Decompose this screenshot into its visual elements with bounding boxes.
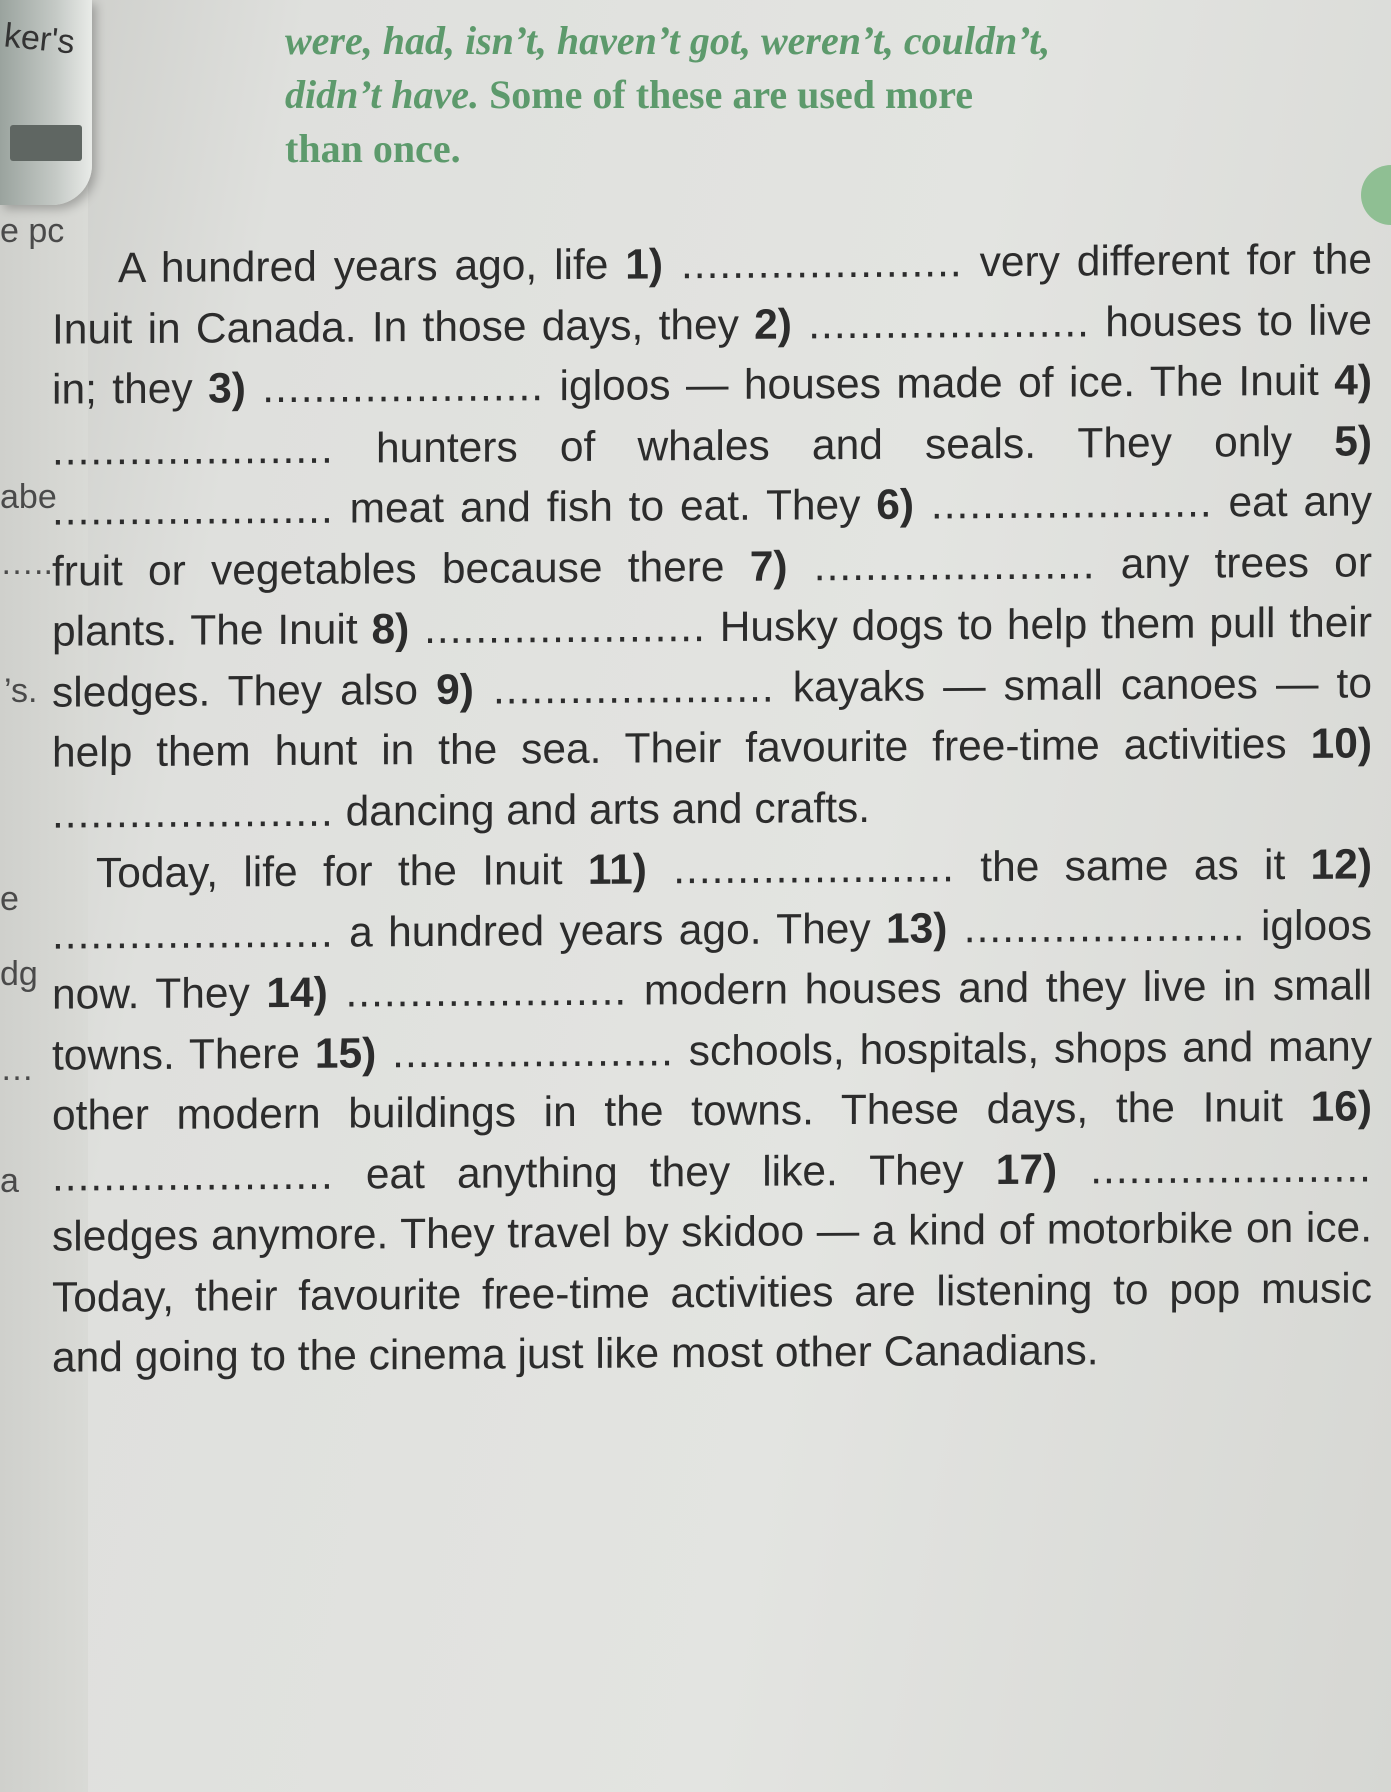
gap-number: 5) (1334, 417, 1372, 466)
text-segment: Today, life for the Inuit (96, 846, 588, 898)
margin-fragment: … (0, 1050, 34, 1088)
text-segment: dancing and arts and crafts. (333, 784, 871, 836)
gap-number: 3) (208, 365, 246, 413)
instruction-line-2-rest: Some of these are used more (479, 72, 974, 117)
instruction-line-3: than once. (285, 126, 461, 171)
answer-blank: ...................... (914, 479, 1213, 529)
answer-blank: ...................... (327, 967, 628, 1017)
gap-number: 11) (587, 846, 647, 894)
answer-blank: ...................... (245, 363, 545, 413)
side-tab-label: ker's (2, 16, 77, 62)
paragraph-present (52, 835, 1372, 1389)
text-segment: the same as it (954, 841, 1311, 892)
gap-number: 15) (314, 1029, 377, 1078)
gap-number: 2) (754, 300, 792, 349)
answer-blank: ...................... (947, 902, 1246, 952)
side-tab (0, 0, 92, 205)
text-segment: kayaks — small canoes — to help them hunt in the sea. Their favourite free-time activities (52, 659, 1372, 777)
answer-blank: ...................... (663, 239, 963, 289)
answer-blank: ...................... (409, 604, 706, 654)
gap-number: 13) (885, 904, 948, 953)
answer-blank: ...................... (52, 909, 334, 959)
instruction-line-2 (285, 68, 1285, 122)
text-segment: houses to live in; they (52, 296, 1372, 414)
text-segment: eat any fruit or vegetables because there (52, 478, 1372, 596)
answer-blank: ...................... (376, 1027, 674, 1077)
gap-number: 12) (1310, 841, 1372, 889)
gap-number: 17) (995, 1146, 1058, 1194)
exercise-text (52, 230, 1372, 1389)
text-segment: a hundred years ago. They (333, 905, 886, 957)
margin-fragment: dg (0, 955, 38, 993)
margin-fragment: e (0, 880, 19, 918)
gap-number: 14) (266, 969, 328, 1018)
answer-blank: ...................... (52, 425, 334, 475)
instruction-line-2-italic: didn’t have. (285, 72, 480, 117)
margin-fragment: ….. (0, 544, 53, 582)
answer-blank: ...................... (52, 788, 334, 838)
answer-blank: ...................... (1057, 1143, 1372, 1194)
text-segment: igloos now. They (52, 901, 1372, 1019)
text-segment: eat anything they like. They (333, 1146, 996, 1199)
text-segment: meat and fish to eat. They (333, 481, 877, 533)
exercise-instruction (285, 14, 1285, 176)
gap-number: 6) (876, 481, 915, 529)
side-tab-bar (10, 125, 82, 161)
margin-fragment: e pc (0, 212, 65, 250)
text-segment: sledges anymore. They travel by skidoo — a kind of motorbike on ice. Today, their favourite free-time activities are listening to pop music and going to the cinema just like most other Canadians. (52, 1204, 1372, 1382)
gap-number: 9) (436, 666, 474, 714)
gap-number: 10) (1310, 720, 1372, 768)
margin-fragment: a (0, 1162, 19, 1200)
margin-fragment: abe (0, 478, 57, 516)
margin-fragment: ’s. (4, 672, 38, 710)
text-segment: Husky dogs to help them pull their sledges. They also (52, 599, 1372, 717)
gap-number: 16) (1310, 1083, 1372, 1131)
gap-number: 7) (749, 542, 788, 591)
text-segment: modern houses and they live in small towns. There (52, 962, 1372, 1080)
gap-number: 4) (1334, 357, 1372, 405)
gap-number: 1) (625, 241, 664, 289)
gap-number: 8) (371, 606, 410, 654)
text-segment: igloos — houses made of ice. The Inuit (544, 357, 1335, 411)
answer-blank: ...................... (646, 844, 955, 894)
answer-blank: ...................... (473, 664, 775, 714)
text-segment: very different for the Inuit in Canada. In those days, they (52, 236, 1372, 354)
text-segment: hunters of whales and seals. They only (333, 418, 1335, 473)
text-segment: A hundred years ago, life (118, 241, 626, 293)
text-segment: schools, hospitals, shops and many other modern buildings in the towns. These days, the Inuit (52, 1022, 1372, 1140)
answer-blank: ...................... (52, 1151, 334, 1201)
answer-blank: ...................... (52, 485, 334, 535)
instruction-line-1: were, had, isn’t, haven’t got, weren’t, couldn’t, (285, 18, 1051, 63)
text-segment: any trees or plants. The Inuit (52, 538, 1372, 656)
answer-blank: ...................... (791, 298, 1090, 348)
paragraph-past (52, 230, 1372, 844)
answer-blank: ...................... (787, 540, 1096, 590)
green-marker (1361, 165, 1391, 225)
